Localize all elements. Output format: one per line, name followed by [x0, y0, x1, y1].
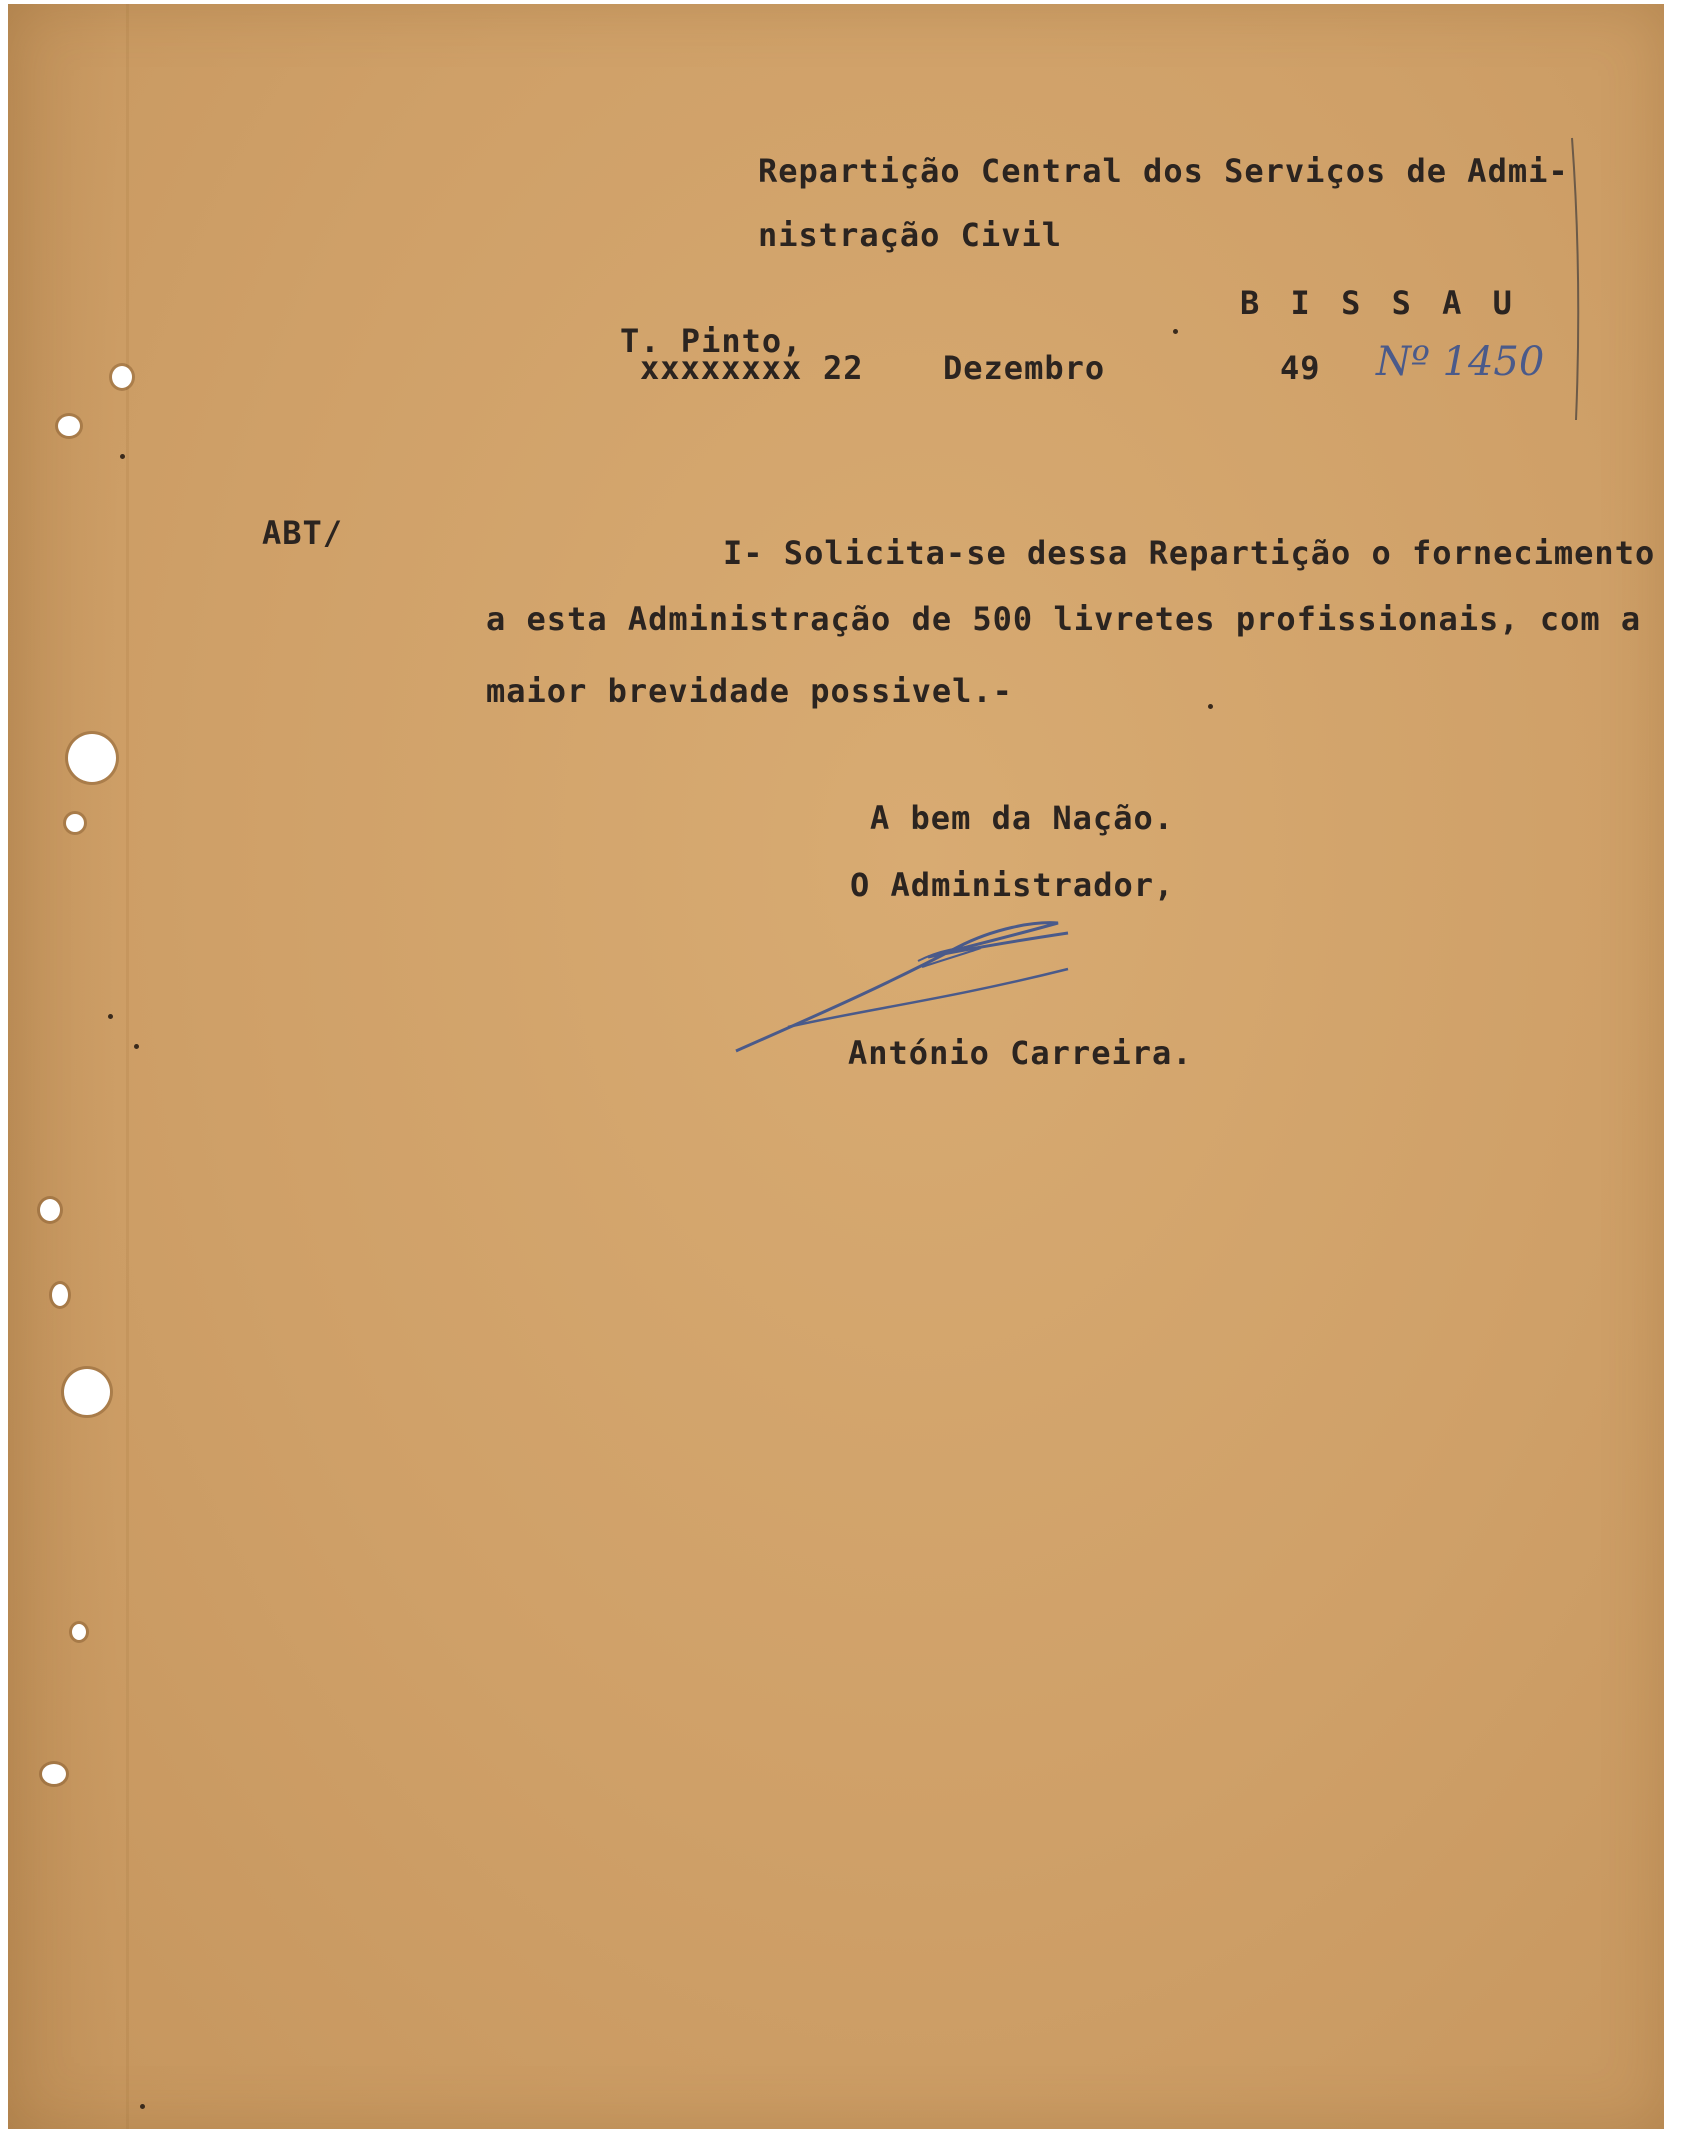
- punch-hole: [40, 1199, 60, 1221]
- document-page: [8, 4, 1664, 2129]
- punch-hole: [52, 1284, 68, 1306]
- signer-role: O Administrador,: [850, 866, 1175, 904]
- body-line-2: a esta Administração de 500 livretes profissionais, com a: [486, 600, 1642, 638]
- ink-speck: [108, 1014, 113, 1019]
- ink-speck: [1208, 704, 1213, 709]
- punch-hole: [66, 814, 84, 832]
- punch-hole: [42, 1764, 66, 1784]
- date-month: Dezembro: [943, 349, 1106, 387]
- date-year: 49: [1280, 349, 1321, 387]
- page-edge-shading: [8, 4, 118, 2129]
- struck-out-place: xxxxxxxx: [640, 349, 803, 387]
- body-line-3: maior brevidade possivel.-: [486, 672, 1013, 710]
- punch-hole: [58, 416, 80, 436]
- fold-line: [126, 4, 129, 2129]
- punch-hole: [112, 366, 132, 388]
- ink-speck: [134, 1044, 139, 1049]
- place-name: T. Pinto,: [620, 322, 803, 360]
- office-name-line-2: nistração Civil: [758, 216, 1062, 254]
- punch-hole: [72, 1624, 86, 1640]
- body-line-1: I- Solicita-se dessa Repartição o fornecimento: [723, 534, 1656, 572]
- office-name-line-1: Repartição Central dos Serviços de Admi-: [758, 152, 1569, 190]
- punch-hole: [68, 734, 116, 782]
- city-heading: B I S S A U: [1240, 284, 1518, 322]
- ink-speck: [140, 2104, 145, 2109]
- salutation: A bem da Nação.: [870, 799, 1174, 837]
- handwritten-number: Nº 1450: [1376, 339, 1545, 385]
- signer-name: António Carreira.: [848, 1034, 1193, 1072]
- bracket-mark: [1568, 134, 1588, 424]
- punch-hole: [64, 1369, 110, 1415]
- ink-speck: [120, 454, 125, 459]
- date-day: 22: [823, 349, 864, 387]
- reference-code: ABT/: [262, 514, 344, 552]
- ink-speck: [1173, 329, 1178, 334]
